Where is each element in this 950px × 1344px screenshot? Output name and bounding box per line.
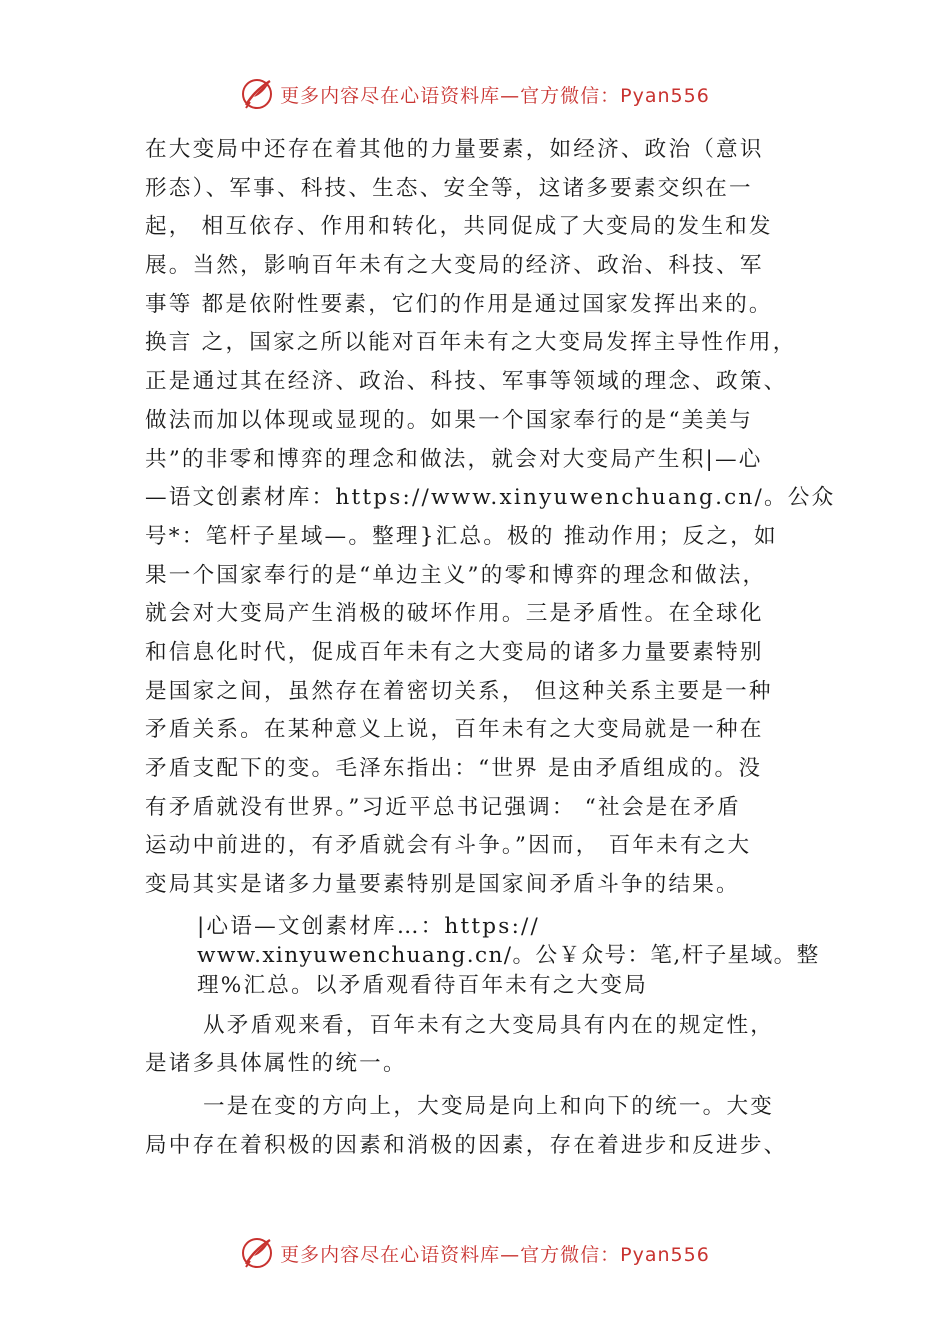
paragraph-1 — [145, 131, 835, 905]
footer-banner — [0, 1231, 950, 1275]
text-line: 是国家之间，虽然存在着密切关系， 但这种关系主要是一种 — [145, 678, 773, 704]
text-line: 和信息化时代，促成百年未有之大变局的诸多力量要素特别 — [145, 639, 764, 665]
heading-line: www.xinyuwenchuang.cn/。公￥众号：笔,杆子星域。整 — [197, 942, 820, 968]
text-line: 就会对大变局产生消极的破坏作用。三是矛盾性。在全球化 — [145, 601, 764, 627]
text-line: 变局其实是诸多力量要素特别是国家间矛盾斗争的结果。 — [145, 872, 740, 898]
paragraph-3 — [145, 1088, 835, 1165]
header-banner — [0, 72, 950, 116]
text-line: 是诸多具体属性的统一。 — [145, 1051, 407, 1077]
text-line: 在大变局中还存在着其他的力量要素，如经济、政治（意识 — [145, 137, 764, 162]
quill-circle-logo-icon — [240, 1236, 274, 1270]
text-line: 起， 相互依存、作用和转化，共同促成了大变局的发生和发 — [145, 214, 773, 240]
footer-banner-text: 更多内容尽在心语资料库—官方微信：Pyan556 — [280, 1243, 710, 1266]
section-heading — [145, 913, 835, 1001]
heading-line: |心语—文创素材库…：https:// — [197, 913, 541, 939]
text-line: 矛盾关系。在某种意义上说，百年未有之大变局就是一种在 — [145, 717, 764, 743]
text-line: 展。当然，影响百年未有之大变局的经济、政治、科技、军 — [145, 253, 764, 279]
text-line: 运动中前进的，有矛盾就会有斗争。”因而， 百年未有之大 — [145, 833, 752, 859]
document-body — [145, 131, 835, 1166]
text-line: 事等 都是依附性要素，它们的作用是通过国家发挥出来的。 — [145, 291, 773, 317]
text-line: 形态）、军事、科技、生态、安全等，这诸多要素交织在一 — [145, 175, 753, 201]
text-line: —语文创素材库：https://www.xinyuwenchuang.cn/。公众 — [145, 485, 836, 511]
text-line: 局中存在着积极的因素和消极的因素，存在着进步和反进步、 — [145, 1132, 788, 1158]
text-line: 换言 之，国家之所以能对百年未有之大变局发挥主导性作用， — [145, 330, 797, 356]
text-line: 号*：笔杆子星域—。整理}汇总。极的 推动作用；反之，如 — [145, 523, 778, 549]
text-line: 一是在变的方向上，大变局是向上和向下的统一。大变 — [203, 1094, 775, 1120]
text-line: 有矛盾就没有世界。”习近平总书记强调： “社会是在矛盾 — [145, 794, 741, 820]
header-banner-text: 更多内容尽在心语资料库—官方微信：Pyan556 — [280, 84, 710, 107]
text-line: 做法而加以体现或显现的。如果一个国家奉行的是“美美与 — [145, 407, 754, 433]
text-line: 矛盾支配下的变。毛泽东指出：“世界 是由矛盾组成的。没 — [145, 756, 763, 781]
text-line: 正是通过其在经济、政治、科技、军事等领域的理念、政策、 — [145, 369, 788, 395]
paragraph-2 — [145, 1007, 835, 1084]
heading-line: 理%汇总。以矛盾观看待百年未有之大变局 — [197, 972, 649, 998]
quill-circle-logo-icon — [240, 77, 274, 111]
text-line: 从矛盾观来看，百年未有之大变局具有内在的规定性， — [203, 1012, 775, 1038]
text-line: 共”的非零和博弈的理念和做法，就会对大变局产生积|—心 — [145, 446, 763, 472]
text-line: 果一个国家奉行的是“单边主义”的零和博弈的理念和做法， — [145, 562, 767, 588]
